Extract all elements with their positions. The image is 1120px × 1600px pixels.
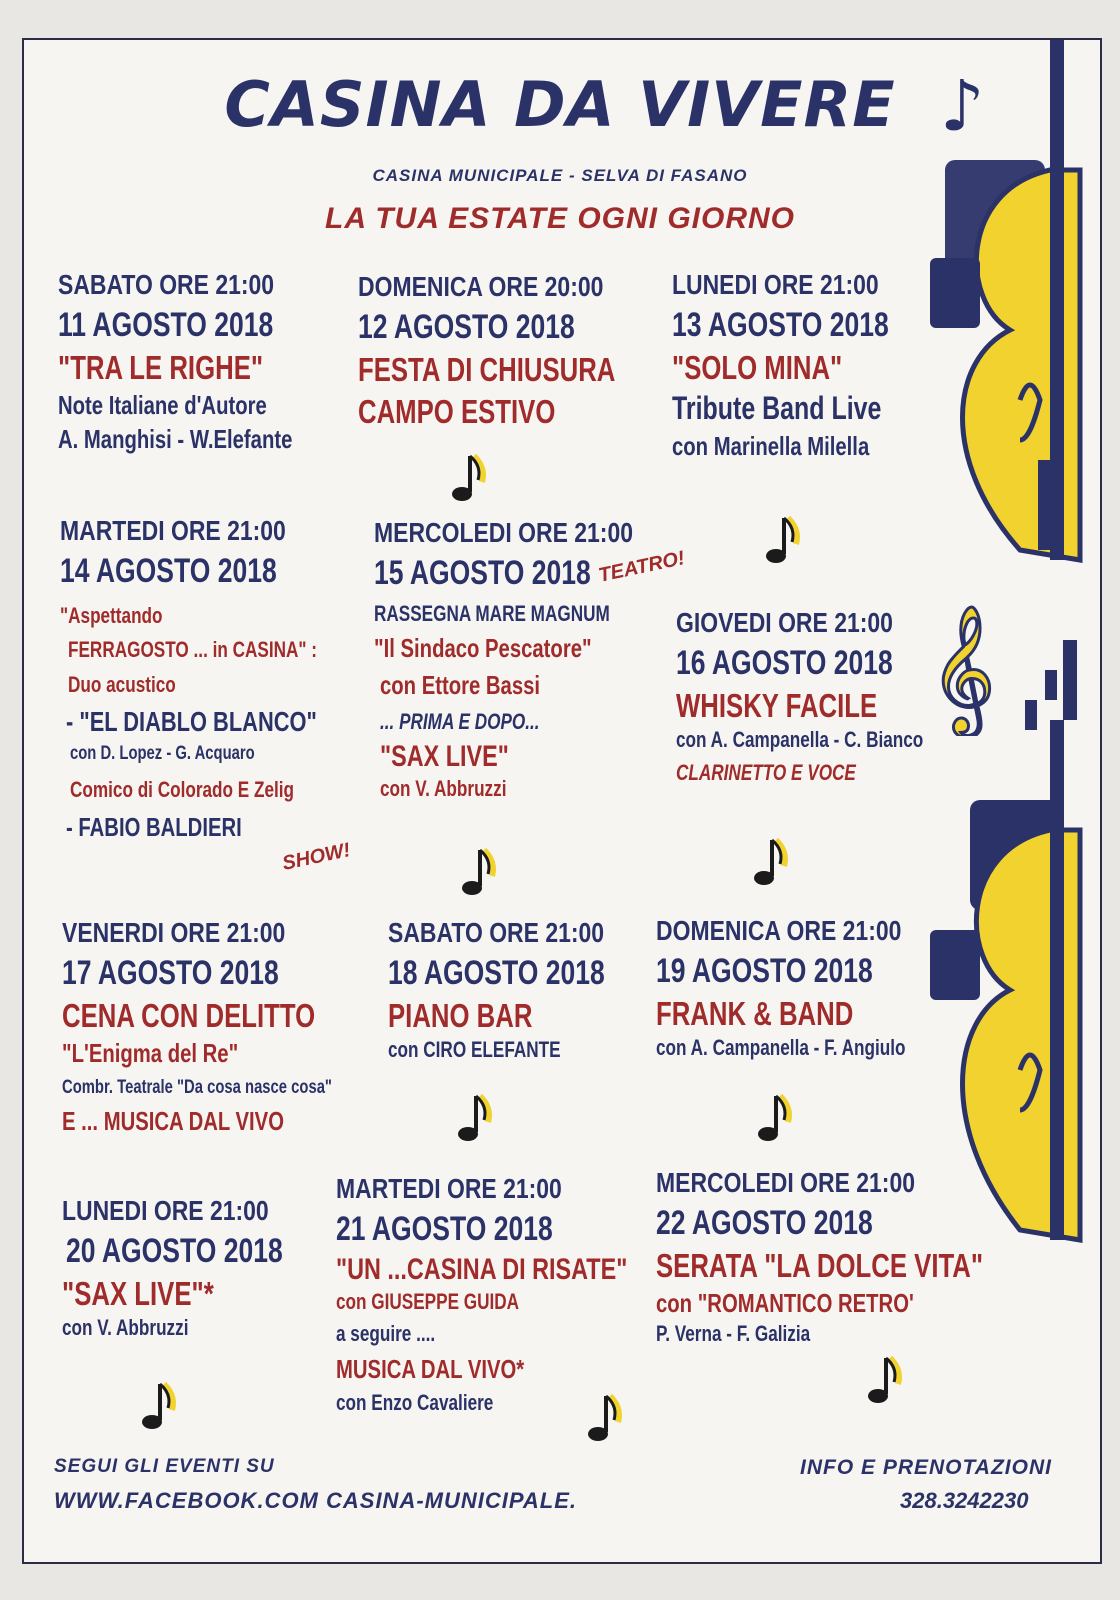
event-line: CAMPO ESTIVO — [358, 393, 556, 431]
event-date: 11 AGOSTO 2018 — [58, 305, 274, 344]
event-17 — [62, 918, 408, 1136]
event-headline: SERATA "LA DOLCE VITA" — [656, 1247, 984, 1285]
event-line: a seguire .... — [336, 1321, 436, 1347]
music-note-icon — [452, 1092, 498, 1148]
event-line: con CIRO ELEFANTE — [388, 1037, 561, 1063]
event-line: con Ettore Bassi — [380, 669, 541, 700]
event-date: 13 AGOSTO 2018 — [672, 305, 889, 344]
event-line: con D. Lopez - G. Acquaro — [70, 742, 255, 764]
poster-title: CASINA DA VIVERE — [224, 68, 896, 141]
event-line: con A. Campanella - F. Angiulo — [656, 1035, 906, 1061]
event-20 — [62, 1196, 344, 1341]
event-day: DOMENICA ORE 21:00 — [656, 915, 902, 946]
poster-tagline: LA TUA ESTATE OGNI GIORNO — [325, 202, 795, 235]
event-day: DOMENICA ORE 20:00 — [358, 271, 604, 302]
event-line: con V. Abbruzzi — [380, 775, 507, 801]
event-headline: FESTA DI CHIUSURA — [358, 351, 616, 389]
event-headline: "SOLO MINA" — [672, 349, 843, 387]
event-line: - FABIO BALDIERI — [66, 811, 242, 842]
event-18 — [388, 918, 666, 1063]
event-line: RASSEGNA MARE MAGNUM — [374, 601, 610, 627]
poster-subtitle: CASINA MUNICIPALE - SELVA DI FASANO — [372, 166, 748, 185]
music-note-icon — [136, 1380, 182, 1436]
event-line: Combr. Teatrale "Da cosa nasce cosa" — [62, 1077, 332, 1099]
event-line: con V. Abbruzzi — [62, 1315, 189, 1341]
event-21 — [336, 1174, 709, 1415]
show-note: SHOW! — [280, 839, 353, 875]
music-note-icon — [582, 1392, 628, 1448]
event-day: SABATO ORE 21:00 — [58, 269, 275, 300]
event-line: "Il Sindaco Pescatore" — [374, 633, 592, 664]
event-date: 14 AGOSTO 2018 — [60, 551, 277, 590]
event-date: 15 AGOSTO 2018 — [374, 553, 591, 592]
event-day: SABATO ORE 21:00 — [388, 917, 605, 948]
event-line: A. Manghisi - W.Elefante — [58, 424, 293, 455]
event-22 — [656, 1168, 1075, 1346]
music-note-icon — [748, 836, 794, 892]
event-date: 12 AGOSTO 2018 — [358, 307, 575, 346]
event-line: con "ROMANTICO RETRO' — [656, 1288, 914, 1319]
event-headline: "TRA LE RIGHE" — [58, 349, 264, 387]
event-11 — [58, 270, 358, 454]
event-headline: PIANO BAR — [388, 997, 533, 1035]
event-day: GIOVEDI ORE 21:00 — [676, 607, 893, 638]
event-date: 16 AGOSTO 2018 — [676, 643, 893, 682]
event-day: MERCOLEDI ORE 21:00 — [656, 1167, 916, 1198]
event-line: E ... MUSICA DAL VIVO — [62, 1105, 284, 1136]
event-headline: "SAX LIVE"* — [62, 1275, 214, 1313]
event-line: - "EL DIABLO BLANCO" — [66, 705, 317, 737]
event-line: Duo acustico — [68, 671, 176, 697]
event-line: MUSICA DAL VIVO* — [336, 1353, 525, 1384]
event-19 — [656, 916, 976, 1061]
event-date: 20 AGOSTO 2018 — [66, 1231, 283, 1270]
event-line: "L'Enigma del Re" — [62, 1038, 239, 1069]
event-day: LUNEDI ORE 21:00 — [62, 1195, 269, 1226]
event-line: Note Italiane d'Autore — [58, 390, 267, 421]
facebook-link[interactable]: WWW.FACEBOOK.COM CASINA-MUNICIPALE. — [54, 1488, 578, 1513]
event-line: "SAX LIVE" — [380, 739, 509, 773]
music-note-icon — [446, 452, 492, 508]
svg-text:♪: ♪ — [940, 65, 985, 147]
event-date: 17 AGOSTO 2018 — [62, 953, 279, 992]
event-line: "Aspettando — [60, 603, 163, 629]
event-12 — [358, 272, 688, 431]
event-date: 21 AGOSTO 2018 — [336, 1209, 553, 1248]
event-headline: "UN ...CASINA DI RISATE" — [336, 1253, 628, 1287]
event-headline: WHISKY FACILE — [676, 687, 878, 725]
event-headline: FRANK & BAND — [656, 995, 854, 1033]
event-day: MARTEDI ORE 21:00 — [336, 1173, 562, 1204]
event-line: con Marinella Milella — [672, 430, 870, 461]
phone-number[interactable]: 328.3242230 — [900, 1488, 1029, 1513]
event-line: con A. Campanella - C. Bianco — [676, 727, 924, 753]
event-line: Comico di Colorado E Zelig — [70, 777, 295, 803]
event-16 — [676, 608, 993, 785]
event-date: 18 AGOSTO 2018 — [388, 953, 605, 992]
event-line: FERRAGOSTO ... in CASINA" : — [68, 637, 318, 663]
event-line: Tribute Band Live — [672, 390, 882, 427]
event-line: CLARINETTO E VOCE — [676, 759, 856, 785]
event-line: con Enzo Cavaliere — [336, 1390, 494, 1416]
svg-text:𝄞: 𝄞 — [930, 604, 996, 732]
music-note-icon — [862, 1354, 908, 1410]
music-note-icon — [760, 514, 806, 570]
music-note-icon — [456, 846, 502, 902]
event-14 — [60, 516, 388, 841]
event-13 — [672, 270, 950, 460]
music-note-icon — [752, 1092, 798, 1148]
event-line: ... PRIMA E DOPO... — [380, 708, 540, 734]
event-day: MERCOLEDI ORE 21:00 — [374, 517, 634, 548]
follow-label: SEGUI GLI EVENTI SU — [54, 1456, 275, 1477]
event-headline: CENA CON DELITTO — [62, 997, 316, 1035]
event-day: MARTEDI ORE 21:00 — [60, 515, 286, 546]
info-label: INFO E PRENOTAZIONI — [800, 1456, 1052, 1479]
teatro-note: TEATRO! — [596, 547, 687, 587]
event-date: 19 AGOSTO 2018 — [656, 951, 873, 990]
event-line: con GIUSEPPE GUIDA — [336, 1289, 520, 1315]
event-day: VENERDI ORE 21:00 — [62, 917, 286, 948]
event-day: LUNEDI ORE 21:00 — [672, 269, 879, 300]
event-date: 22 AGOSTO 2018 — [656, 1203, 873, 1242]
event-line: P. Verna - F. Galizia — [656, 1321, 811, 1347]
